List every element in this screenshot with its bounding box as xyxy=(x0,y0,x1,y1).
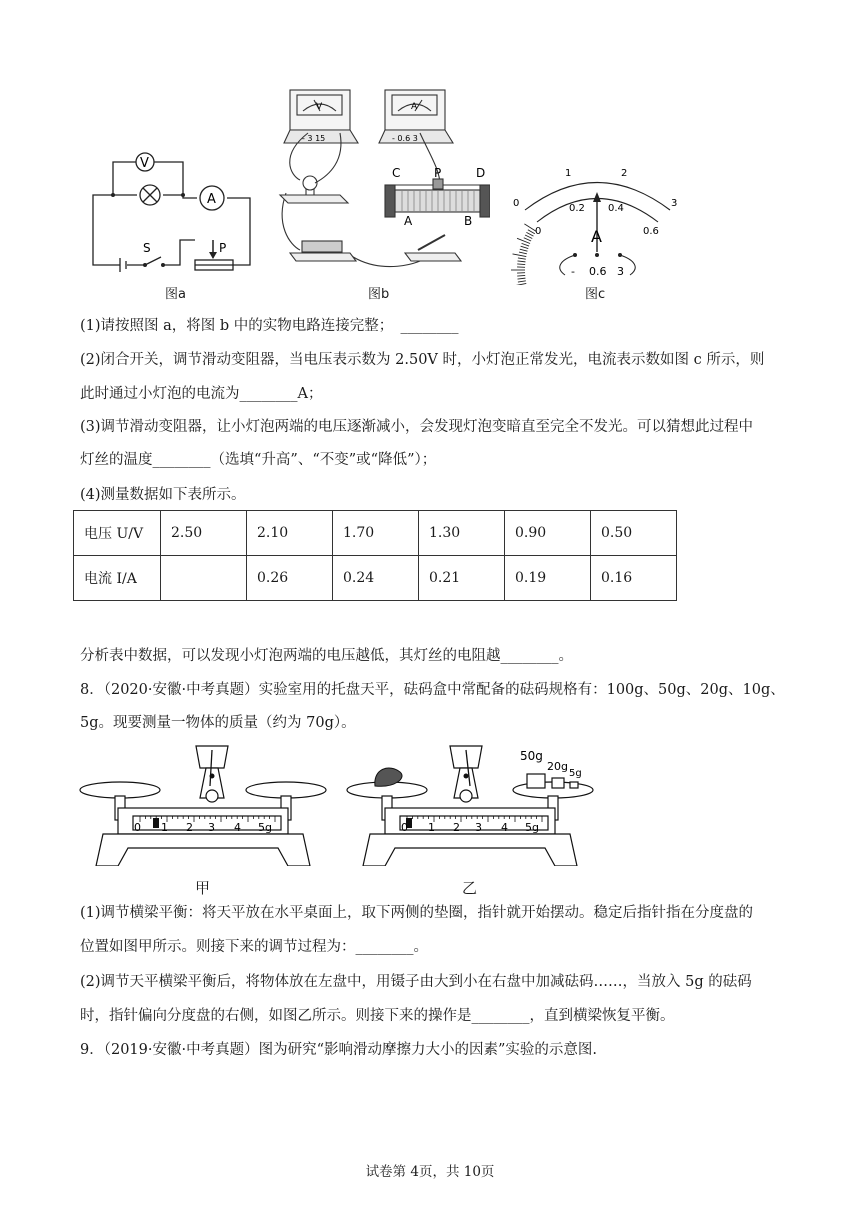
dial-bottom-3: 0.6 xyxy=(643,226,659,237)
fig-b-label-p: P xyxy=(434,166,442,180)
q9-intro: 9．（2019·安徽·中考真题）图为研究“影响滑动摩擦力大小的因素”实验的示意图. xyxy=(80,1042,598,1058)
table-cell: 1.70 xyxy=(333,511,419,556)
table-cell: 0.26 xyxy=(247,556,333,601)
jia-scale-2: 2 xyxy=(186,821,193,834)
table-cell: 0.50 xyxy=(591,511,677,556)
caption-figure-a: 图a xyxy=(165,287,186,302)
yi-scale-5: 5g xyxy=(525,821,539,834)
table-row xyxy=(74,511,677,556)
dial-terminal-minus: - xyxy=(571,265,575,278)
yi-scale-3: 3 xyxy=(475,821,482,834)
dial-top-3: 3 xyxy=(671,198,678,209)
q8-intro-line1: 8．（2020·安徽·中考真题）实验室用的托盘天平，砝码盒中常配备的砝码规格有：100g、50g、20g、10g、 xyxy=(80,682,785,698)
weight-20g: 20g xyxy=(547,760,568,773)
measurement-table xyxy=(73,510,677,601)
table-cell: 电流 I/A xyxy=(74,556,161,601)
caption-figure-b: 图b xyxy=(368,287,390,302)
balance-figure-jia xyxy=(78,738,328,866)
fig-b-ammeter-label: A xyxy=(411,102,418,112)
fig-b-label-c: C xyxy=(392,166,401,180)
fig-b-label-b: B xyxy=(464,214,473,228)
fig-a-slider-label: P xyxy=(219,241,227,255)
dial-top-2: 2 xyxy=(621,168,628,179)
label-yi: 乙 xyxy=(462,879,478,897)
fig-a-switch-label: S xyxy=(143,241,151,255)
q8-part2-line2: 时，指针偏向分度盘的右侧，如图乙所示。则接下来的操作是________，直到横梁恢复平衡。 xyxy=(80,1008,675,1024)
q7-part4: (4)测量数据如下表所示。 xyxy=(80,487,246,503)
fig-b-amp-terminals: - 0.6 3 xyxy=(392,134,418,143)
balance-figure-yi xyxy=(345,738,605,866)
q8-part2-line1: (2)调节天平横梁平衡后，将物体放在左盘中，用镊子由大到小在右盘中加减砝码……，当放入 5g 的砝码 xyxy=(80,974,752,990)
weight-50g: 50g xyxy=(520,749,543,763)
figure-a-circuit xyxy=(85,140,265,275)
q8-part1-line2: 位置如图甲所示。则接下来的调节过程为：________。 xyxy=(80,939,428,955)
jia-scale-3: 3 xyxy=(208,821,215,834)
yi-scale-0: 0 xyxy=(401,821,408,834)
jia-scale-4: 4 xyxy=(234,821,241,834)
fig-b-volt-terminals: - 3 15 xyxy=(302,134,326,143)
label-jia: 甲 xyxy=(195,879,211,897)
q8-intro-line2: 5g。现要测量一物体的质量（约为 70g）。 xyxy=(80,715,356,731)
q7-analysis: 分析表中数据，可以发现小灯泡两端的电压越低，其灯丝的电阻越________。 xyxy=(80,648,573,664)
table-cell: 0.19 xyxy=(505,556,591,601)
yi-scale-1: 1 xyxy=(428,821,435,834)
table-cell: 2.10 xyxy=(247,511,333,556)
dial-bottom-0: 0 xyxy=(535,226,542,237)
jia-scale-5: 5g xyxy=(258,821,272,834)
dial-bottom-1: 0.2 xyxy=(569,203,585,214)
dial-terminal-06: 0.6 xyxy=(589,265,607,278)
fig-b-label-a: A xyxy=(404,214,413,228)
caption-figure-c: 图c xyxy=(585,287,606,302)
table-row xyxy=(74,556,677,601)
table-cell: 0.90 xyxy=(505,511,591,556)
q8-part1-line1: (1)调节横梁平衡：将天平放在水平桌面上，取下两侧的垫圈，指针就开始摆动。稳定后指针指在分度盘的 xyxy=(80,905,754,921)
table-cell: 0.16 xyxy=(591,556,677,601)
yi-scale-4: 4 xyxy=(501,821,508,834)
q7-part1: (1)请按照图 a，将图 b 中的实物电路连接完整； ________ xyxy=(80,318,459,334)
jia-scale-1: 1 xyxy=(161,821,168,834)
dial-bottom-2: 0.4 xyxy=(608,203,624,214)
dial-terminal-3: 3 xyxy=(617,265,624,278)
fig-b-label-d: D xyxy=(476,166,486,180)
table-cell: 0.24 xyxy=(333,556,419,601)
weight-5g: 5g xyxy=(569,768,582,779)
q7-part2-line1: (2)闭合开关，调节滑动变阻器，当电压表示数为 2.50V 时，小灯泡正常发光，电流表示数如图 c 所示，则 xyxy=(80,352,765,368)
figure-b-physical-circuit xyxy=(270,85,490,280)
dial-top-1: 1 xyxy=(565,168,572,179)
fig-a-ammeter-label: A xyxy=(207,192,216,207)
table-cell: 电压 U/V xyxy=(74,511,161,556)
table-cell: 2.50 xyxy=(161,511,247,556)
dial-top-0: 0 xyxy=(513,198,520,209)
q7-part2-line2: 此时通过小灯泡的电流为________A； xyxy=(80,386,323,402)
table-cell xyxy=(161,556,247,601)
q7-part3-line2: 灯丝的温度________（选填“升高”、“不变”或“降低”）； xyxy=(80,452,437,468)
table-cell: 1.30 xyxy=(419,511,505,556)
table-cell: 0.21 xyxy=(419,556,505,601)
page-footer: 试卷第 4页，共 10页 xyxy=(365,1164,495,1180)
yi-scale-2: 2 xyxy=(453,821,460,834)
figure-c-ammeter-dial xyxy=(505,160,690,285)
jia-scale-0: 0 xyxy=(134,821,141,834)
fig-b-voltmeter-label: V xyxy=(316,102,323,112)
fig-a-voltmeter-label: V xyxy=(140,156,149,171)
dial-unit: A xyxy=(591,227,602,246)
q7-part3-line1: (3)调节滑动变阻器，让小灯泡两端的电压逐渐减小，会发现灯泡变暗直至完全不发光。可以猜想此过程中 xyxy=(80,419,754,435)
